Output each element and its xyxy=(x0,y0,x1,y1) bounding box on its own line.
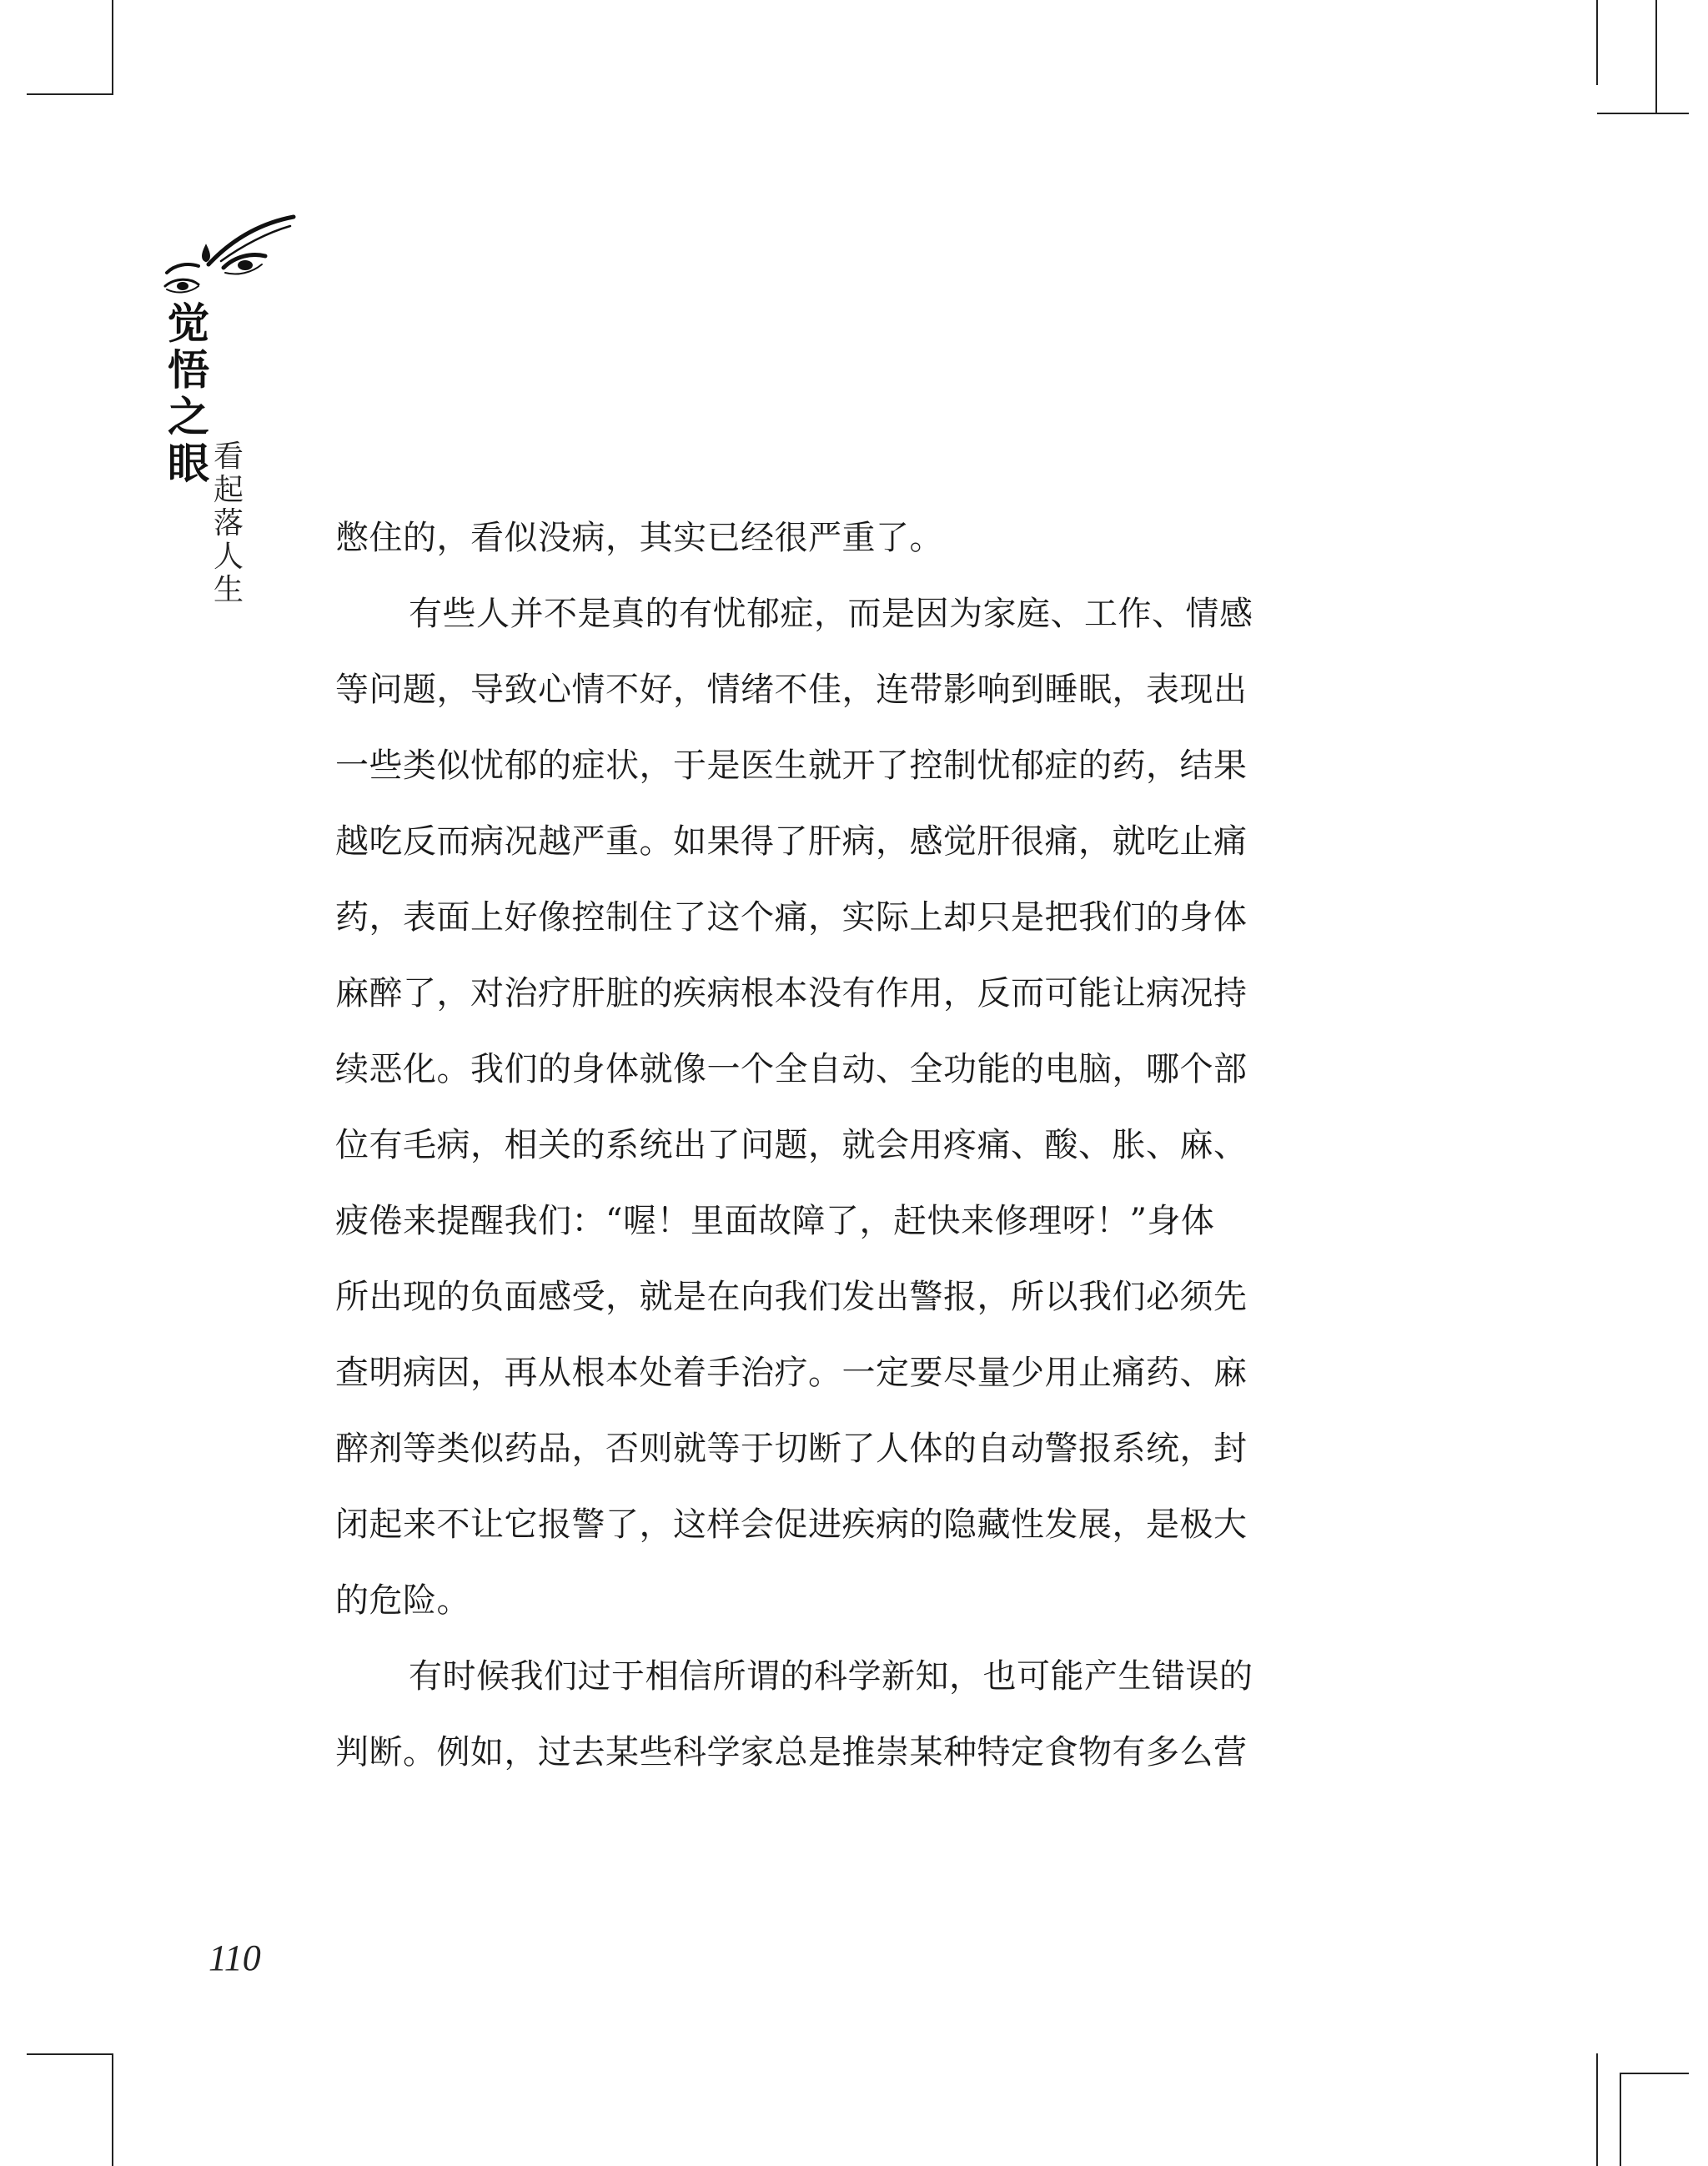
text-line: 位有毛病，相关的系统出了问题，就会用疼痛、酸、胀、麻、 xyxy=(335,1126,1248,1164)
series-title-char: 觉 xyxy=(168,299,209,348)
text-line: 所出现的负面感受，就是在向我们发出警报，所以我们必须先 xyxy=(335,1278,1248,1316)
text-line: 越吃反而病况越严重。如果得了肝病，感觉肝很痛，就吃止痛 xyxy=(335,822,1248,861)
text-line: 的危险。 xyxy=(335,1581,470,1620)
series-subtitle-char: 生 xyxy=(213,573,244,607)
crop-mark-bottom-right-horizontal xyxy=(1620,2073,1689,2074)
text-line: 判断。例如，过去某些科学家总是推崇某种特定食物有多么营 xyxy=(335,1733,1248,1771)
series-title-char: 眼 xyxy=(168,440,209,488)
body-text xyxy=(335,500,1346,1791)
text-line: 疲倦来提醒我们：“喔！里面故障了，赶快来修理呀！”身体 xyxy=(335,1202,1215,1240)
text-line: 药，表面上好像控制住了这个痛，实际上却只是把我们的身体 xyxy=(335,898,1248,937)
crop-mark-bottom-right-vertical-inner xyxy=(1620,2073,1621,2166)
text-line: 续恶化。我们的身体就像一个全自动、全功能的电脑，哪个部 xyxy=(335,1050,1248,1088)
series-subtitle-char: 人 xyxy=(213,540,244,574)
crop-mark-top-left-vertical xyxy=(112,0,113,93)
crop-mark-bottom-left-horizontal xyxy=(27,2053,113,2055)
crop-mark-bottom-left-vertical xyxy=(112,2053,113,2166)
text-line: 查明病因，再从根本处着手治疗。一定要尽量少用止痛药、麻 xyxy=(335,1354,1248,1392)
series-subtitle xyxy=(210,440,247,607)
series-title-char: 之 xyxy=(168,393,209,441)
crop-mark-bottom-right-vertical xyxy=(1596,2053,1598,2166)
crop-mark-top-right-vertical-outer xyxy=(1655,0,1657,114)
text-line: 一些类似忧郁的症状，于是医生就开了控制忧郁症的药，结果 xyxy=(335,746,1248,785)
page-number: 110 xyxy=(208,1937,261,1978)
text-line: 麻醉了，对治疗肝脏的疾病根本没有作用，反而可能让病况持 xyxy=(335,974,1248,1013)
text-line: 憋住的，看似没病，其实已经很严重了。 xyxy=(335,519,943,557)
crop-mark-top-right-vertical xyxy=(1596,0,1598,85)
series-title-char: 悟 xyxy=(168,346,209,395)
text-line: 等问题，导致心情不好，情绪不佳，连带影响到睡眠，表现出 xyxy=(335,671,1248,709)
eyes-logo-icon xyxy=(158,213,300,313)
text-line: 有些人并不是真的有忧郁症，而是因为家庭、工作、情感 xyxy=(409,595,1253,633)
series-subtitle-char: 落 xyxy=(213,506,244,540)
crop-mark-top-left-horizontal xyxy=(27,93,113,95)
text-line: 闭起来不让它报警了，这样会促进疾病的隐藏性发展，是极大 xyxy=(335,1505,1248,1544)
crop-mark-top-right-horizontal xyxy=(1597,113,1689,114)
text-line: 醉剂等类似药品，否则就等于切断了人体的自动警报系统，封 xyxy=(335,1430,1248,1468)
text-line: 有时候我们过于相信所谓的科学新知，也可能产生错误的 xyxy=(409,1657,1253,1696)
series-subtitle-char: 看 xyxy=(213,440,244,474)
series-subtitle-char: 起 xyxy=(213,473,244,507)
series-title xyxy=(163,300,214,487)
